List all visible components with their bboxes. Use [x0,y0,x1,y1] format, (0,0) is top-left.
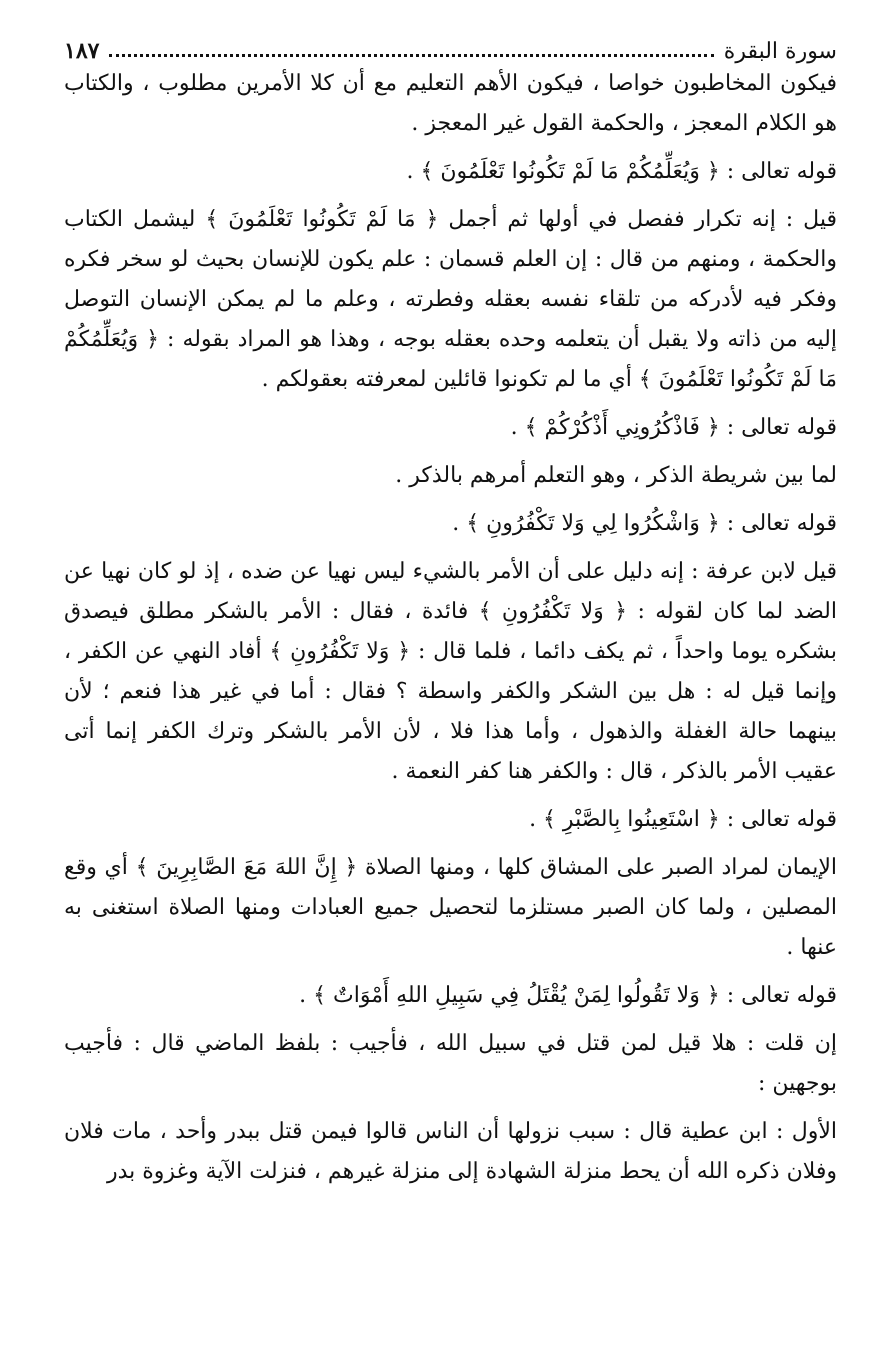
paragraph: لما بين شريطة الذكر ، وهو التعلم أمرهم بالذكر . [395,463,837,488]
page-body [64,64,837,1192]
surah-title: سورة البقرة [723,39,837,64]
paragraph: إن قلت : هلا قيل لمن قتل في سبيل الله ، فأجيب : بلفظ الماضي قال : فأجيب بوجهين : [64,1031,837,1096]
paragraph: قيل : إنه تكرار ففصل في أولها ثم أجمل ﴿ مَا لَمْ تَكُونُوا تَعْلَمُونَ ﴾ ليشمل الكتاب والحكمة ، ومنهم من قال : إن العلم قسمان : علم يكون للإنسان بحيث لو سخر فكره وفكر فيه لأدركه من تلقاء نفسه بعقله وفطرته ، وعلم ما لم يمكن الإنسان التوصل إليه من ذاته ولا يقبل أن يتعلمه وحده بعقله بوجه ، وهذا هو المراد بقوله : ﴿ وَيُعَلِّمُكُمْ مَا لَمْ تَكُونُوا تَعْلَمُونَ ﴾ أي ما لم تكونوا قائلين لمعرفته بعقولكم . [64,207,837,392]
page-header [64,24,837,64]
paragraph: قيل لابن عرفة : إنه دليل على أن الأمر بالشيء ليس نهيا عن ضده ، إذ لو كان نهيا عن الضد لما كان لقوله : ﴿ وَلا تَكْفُرُونِ ﴾ فائدة ، فقال : الأمر بالشكر مطلق فيصدق بشكره يوما واحداً ، ثم يكف دائما ، فلما قال : ﴿ وَلا تَكْفُرُونِ ﴾ أفاد النهي عن الكفر ، وإنما قيل له : هل بين الشكر والكفر واسطة ؟ فقال : أما في غير هذا فنعم ؛ لأن بينهما حالة الغفلة والذهول ، وأما هذا فلا ، لأن الأمر بالشكر وترك الكفر إنما أتى عقيب الأمر بالذكر ، قال : والكفر هنا كفر النعمة . [64,559,837,784]
page-number: ١٨٧ [64,38,100,64]
header-dotted-leader [109,54,713,57]
verse-heading: قوله تعالى : ﴿ فَاذْكُرُونِي أَذْكُرْكُمْ ﴾ . [510,415,837,440]
paragraph: الأول : ابن عطية قال : سبب نزولها أن الناس قالوا فيمن قتل ببدر وأحد ، مات فلان وفلان ذكره الله أن يحط منزلة الشهادة إلى منزلة غيرهم ، فنزلت الآية وغزوة بدر [64,1119,837,1184]
paragraph: فيكون المخاطبون خواصا ، فيكون الأهم التعليم مع أن كلا الأمرين مطلوب ، والكتاب هو الكلام المعجز ، والحكمة القول غير المعجز . [64,71,837,136]
verse-heading: قوله تعالى : ﴿ وَيُعَلِّمُكُمْ مَا لَمْ تَكُونُوا تَعْلَمُونَ ﴾ . [406,159,837,184]
verse-heading: قوله تعالى : ﴿ وَلا تَقُولُوا لِمَنْ يُقْتَلُ فِي سَبِيلِ اللهِ أَمْوَاتٌ ﴾ . [299,983,837,1008]
verse-heading: قوله تعالى : ﴿ اسْتَعِينُوا بِالصَّبْرِ ﴾ . [529,807,837,832]
paragraph: الإيمان لمراد الصبر على المشاق كلها ، ومنها الصلاة ﴿ إِنَّ اللهَ مَعَ الصَّابِرِينَ ﴾ أي وقع المصلين ، ولما كان الصبر مستلزما لتحصيل جميع العبادات ومنها الصلاة استغنى به عنها . [64,855,837,960]
verse-heading: قوله تعالى : ﴿ وَاشْكُرُوا لِي وَلا تَكْفُرُونِ ﴾ . [452,511,837,536]
